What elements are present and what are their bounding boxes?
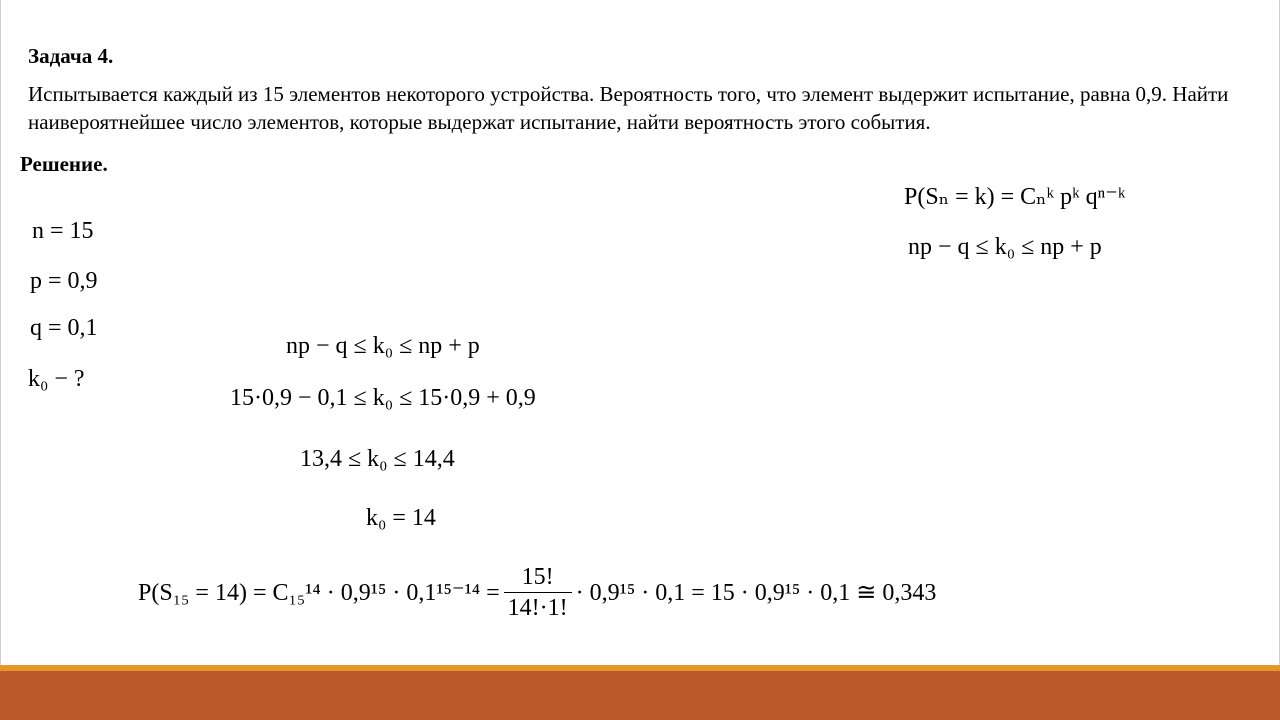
given-n: n = 15: [32, 218, 94, 244]
given-k0: k₀ − ?: [28, 366, 85, 392]
fraction-denominator: 14!·1!: [507, 595, 568, 621]
final-left: P(S₁₅ = 14) = C₁₅¹⁴ · 0,9¹⁵ · 0,1¹⁵⁻¹⁴ =: [138, 580, 500, 606]
footer-bar: [0, 671, 1280, 720]
slide-frame-left: [0, 0, 1, 668]
factorial-fraction: [504, 562, 572, 623]
task-title: Задача 4.: [28, 44, 114, 68]
final-right: · 0,9¹⁵ · 0,1 = 15 · 0,9¹⁵ · 0,1 ≅ 0,343: [575, 580, 937, 606]
step-inequality: np − q ≤ k₀ ≤ np + p: [286, 333, 480, 359]
final-probability: [138, 562, 936, 623]
step-evaluated: 13,4 ≤ k₀ ≤ 14,4: [300, 446, 455, 472]
given-q: q = 0,1: [30, 315, 98, 341]
mode-bounds-formula: np − q ≤ k₀ ≤ np + p: [908, 234, 1102, 260]
step-substitution: 15·0,9 − 0,1 ≤ k₀ ≤ 15·0,9 + 0,9: [230, 385, 536, 411]
step-result: k₀ = 14: [366, 505, 436, 531]
solution-label: Решение.: [20, 152, 108, 176]
bernoulli-formula: P(Sₙ = k) = Cₙᵏ pᵏ qⁿ⁻ᵏ: [904, 184, 1126, 210]
fraction-numerator: 15!: [504, 562, 572, 593]
given-p: p = 0,9: [30, 268, 98, 294]
task-statement: Испытывается каждый из 15 элементов некоторого устройства. Вероятность того, что элемент выдержит испытание, равна 0,9. Найти наивероятнейшее число элементов, которые выдержат испытание, найти вероятность этого события.: [28, 82, 1229, 134]
